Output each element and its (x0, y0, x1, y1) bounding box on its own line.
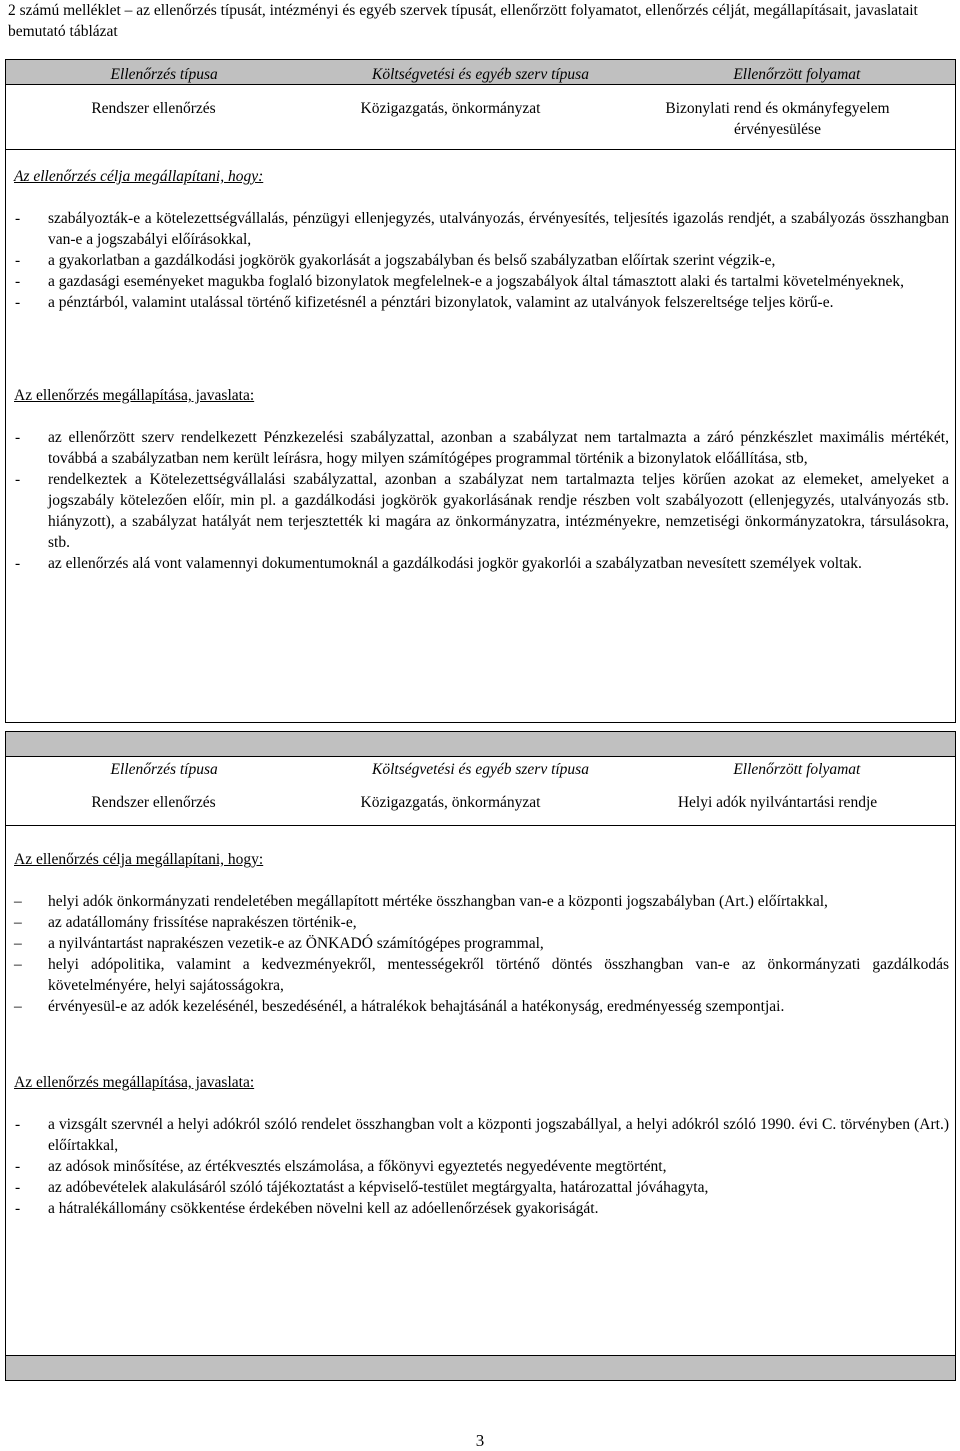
long-dash-marker: – (14, 935, 22, 952)
value-process: Helyi adók nyilvántartási rendje (677, 794, 878, 811)
page-title: 2 számú melléklet – az ellenőrzés típusát, intézményi és egyéb szervek típusát, ellenőrzött folyamatot, ellenőrzés célját, megállapításait, javaslatait bemutató táblázat (8, 2, 918, 40)
goal-section (14, 166, 949, 313)
list-item: - az adóbevételek alakulásáról szóló tájékoztatást a képviselő-testület megtárgyalta, határozattal jóváhagyta, (15, 1179, 709, 1196)
dash-marker: - (15, 252, 21, 269)
goal-heading: Az ellenőrzés célja megállapítani, hogy: (14, 168, 264, 185)
dash-marker: - (15, 1200, 21, 1217)
list-item: – érvényesül-e az adók kezelésénél, beszedésénél, a hátralékok behajtásánál a hatékonyság, eredményesség szempontjai. (14, 998, 785, 1015)
dash-marker: - (15, 1158, 21, 1175)
finding-section (14, 385, 949, 574)
dash-marker: - (15, 210, 21, 227)
header-process: Ellenőrzött folyamat (733, 66, 861, 83)
audit-block-1 (5, 59, 956, 723)
dash-marker: - (15, 1116, 21, 1133)
value-process: Bizonylati rend és okmányfegyelem érvényesülése (665, 100, 890, 138)
info-table (6, 64, 955, 85)
finding-heading: Az ellenőrzés megállapítása, javaslata: (14, 387, 255, 404)
finding-list (14, 427, 949, 574)
table-divider (6, 149, 955, 150)
list-item: – helyi adópolitika, valamint a kedvezményekről, mentességekről történő döntés összhangban van-e az önkormányzati gazdálkodás követelményére, helyi sajátosságokra, (14, 956, 949, 994)
header-audit-type: Ellenőrzés típusa (110, 761, 218, 778)
dash-marker: - (15, 294, 21, 311)
list-item: - a gyakorlatban a gazdálkodási jogkörök gyakorlását a jogszabályban és belső szabályzatban előírtak szerint végzik-e, (15, 252, 776, 269)
goal-list (14, 891, 949, 1017)
list-item: - az ellenőrzött szerv rendelkezett Pénzkezelési szabályzattal, azonban a szabályzat nem tartalmazta a záró pénzkészlet maximális mértékét, továbbá a szabályzatban nem került leírásra, hogy milyen számítógépes programmal történik a bizonylatok előállítása, stb, (15, 429, 949, 467)
list-item: - rendelkeztek a Kötelezettségvállalási szabályzattal, azonban a szabályzat nem tartalmazta teljes körűen azokat az elemeket, amelyeket a jogszabály kötelezően előír, min pl. a gazdálkodási jogkörök gyakorlásának rendje részben volt szabályozott (ellenjegyzés, utalványozás stb. hiányzott), a szabályzat hatályát nem terjesztették ki magára az önkormányzatra, intézményekre, nemzetiségi önkormányzatokra, társulásokra, stb. (15, 471, 949, 551)
header-process: Ellenőrzött folyamat (733, 761, 861, 778)
list-item: – az adatállomány frissítése naprakészen történik-e, (14, 914, 357, 931)
dash-marker: - (15, 471, 21, 488)
value-audit-type: Rendszer ellenőrzés (91, 100, 216, 117)
goal-section (14, 849, 949, 1017)
list-item: - szabályozták-e a kötelezettségvállalás, pénzügyi ellenjegyzés, utalványozás, érvényesítés, teljesítés igazolás rendjét, a szabályozás összhangban van-e a jogszabályi előírásokkal, (15, 210, 949, 248)
table-header-row (6, 759, 955, 780)
long-dash-marker: – (14, 893, 22, 910)
list-item: - a hátralékállomány csökkentése érdekében növelni kell az adóellenőrzések gyakoriságát. (15, 1200, 599, 1217)
value-organization-type: Közigazgatás, önkormányzat (360, 100, 541, 117)
table-footer-bar (6, 1355, 955, 1380)
finding-list (14, 1114, 949, 1219)
info-table (6, 759, 955, 780)
table-header-bar (6, 732, 955, 757)
table-divider (6, 825, 955, 826)
header-organization-type: Költségvetési és egyéb szerv típusa (372, 66, 589, 83)
goal-heading: Az ellenőrzés célja megállapítani, hogy: (14, 851, 264, 868)
table-value-row (6, 98, 955, 140)
long-dash-marker: – (14, 914, 22, 931)
value-audit-type: Rendszer ellenőrzés (91, 794, 216, 811)
list-item: – a nyilvántartást naprakészen vezetik-e az ÖNKADÓ számítógépes programmal, (14, 935, 544, 952)
finding-section (14, 1072, 949, 1219)
value-organization-type: Közigazgatás, önkormányzat (360, 794, 541, 811)
list-item: - a vizsgált szervnél a helyi adókról szóló rendelet összhangban volt a központi jogszabállyal, a helyi adókról szóló 1990. évi C. törvényben (Art.) előírtakkal, (15, 1116, 949, 1154)
dash-marker: - (15, 555, 21, 572)
list-item: – helyi adók önkormányzati rendeletében megállapított mértéke összhangban van-e a központi jogszabályban (Art.) előírtakkal, (14, 893, 828, 910)
finding-heading: Az ellenőrzés megállapítása, javaslata: (14, 1074, 255, 1091)
info-values-table (6, 98, 955, 140)
long-dash-marker: – (14, 956, 22, 973)
list-item: - a gazdasági eseményeket magukba foglaló bizonylatok megfelelnek-e a jogszabályok által támasztott alaki és tartalmi követelményeknek, (15, 273, 905, 290)
audit-block-2 (5, 731, 956, 1381)
table-header-row (6, 64, 955, 85)
long-dash-marker: – (14, 998, 22, 1015)
header-audit-type: Ellenőrzés típusa (110, 66, 218, 83)
list-item: - az ellenőrzés alá vont valamennyi dokumentumoknál a gazdálkodási jogkör gyakorlói a szabályzatban nevesített személyek voltak. (15, 555, 862, 572)
list-item: - az adósok minősítése, az értékvesztés elszámolása, a főkönyvi egyeztetés negyedévente megtörtént, (15, 1158, 667, 1175)
info-values-table (6, 792, 955, 813)
dash-marker: - (15, 273, 21, 290)
header-organization-type: Költségvetési és egyéb szerv típusa (372, 761, 589, 778)
dash-marker: - (15, 429, 21, 446)
goal-list (14, 208, 949, 313)
table-value-row (6, 792, 955, 813)
dash-marker: - (15, 1179, 21, 1196)
list-item: - a pénztárból, valamint utalással történő kifizetésnél a pénztári bizonylatok, valamint az utalványok felszereltsége teljes körű-e. (15, 294, 834, 311)
page-number: 3 (475, 1431, 485, 1450)
